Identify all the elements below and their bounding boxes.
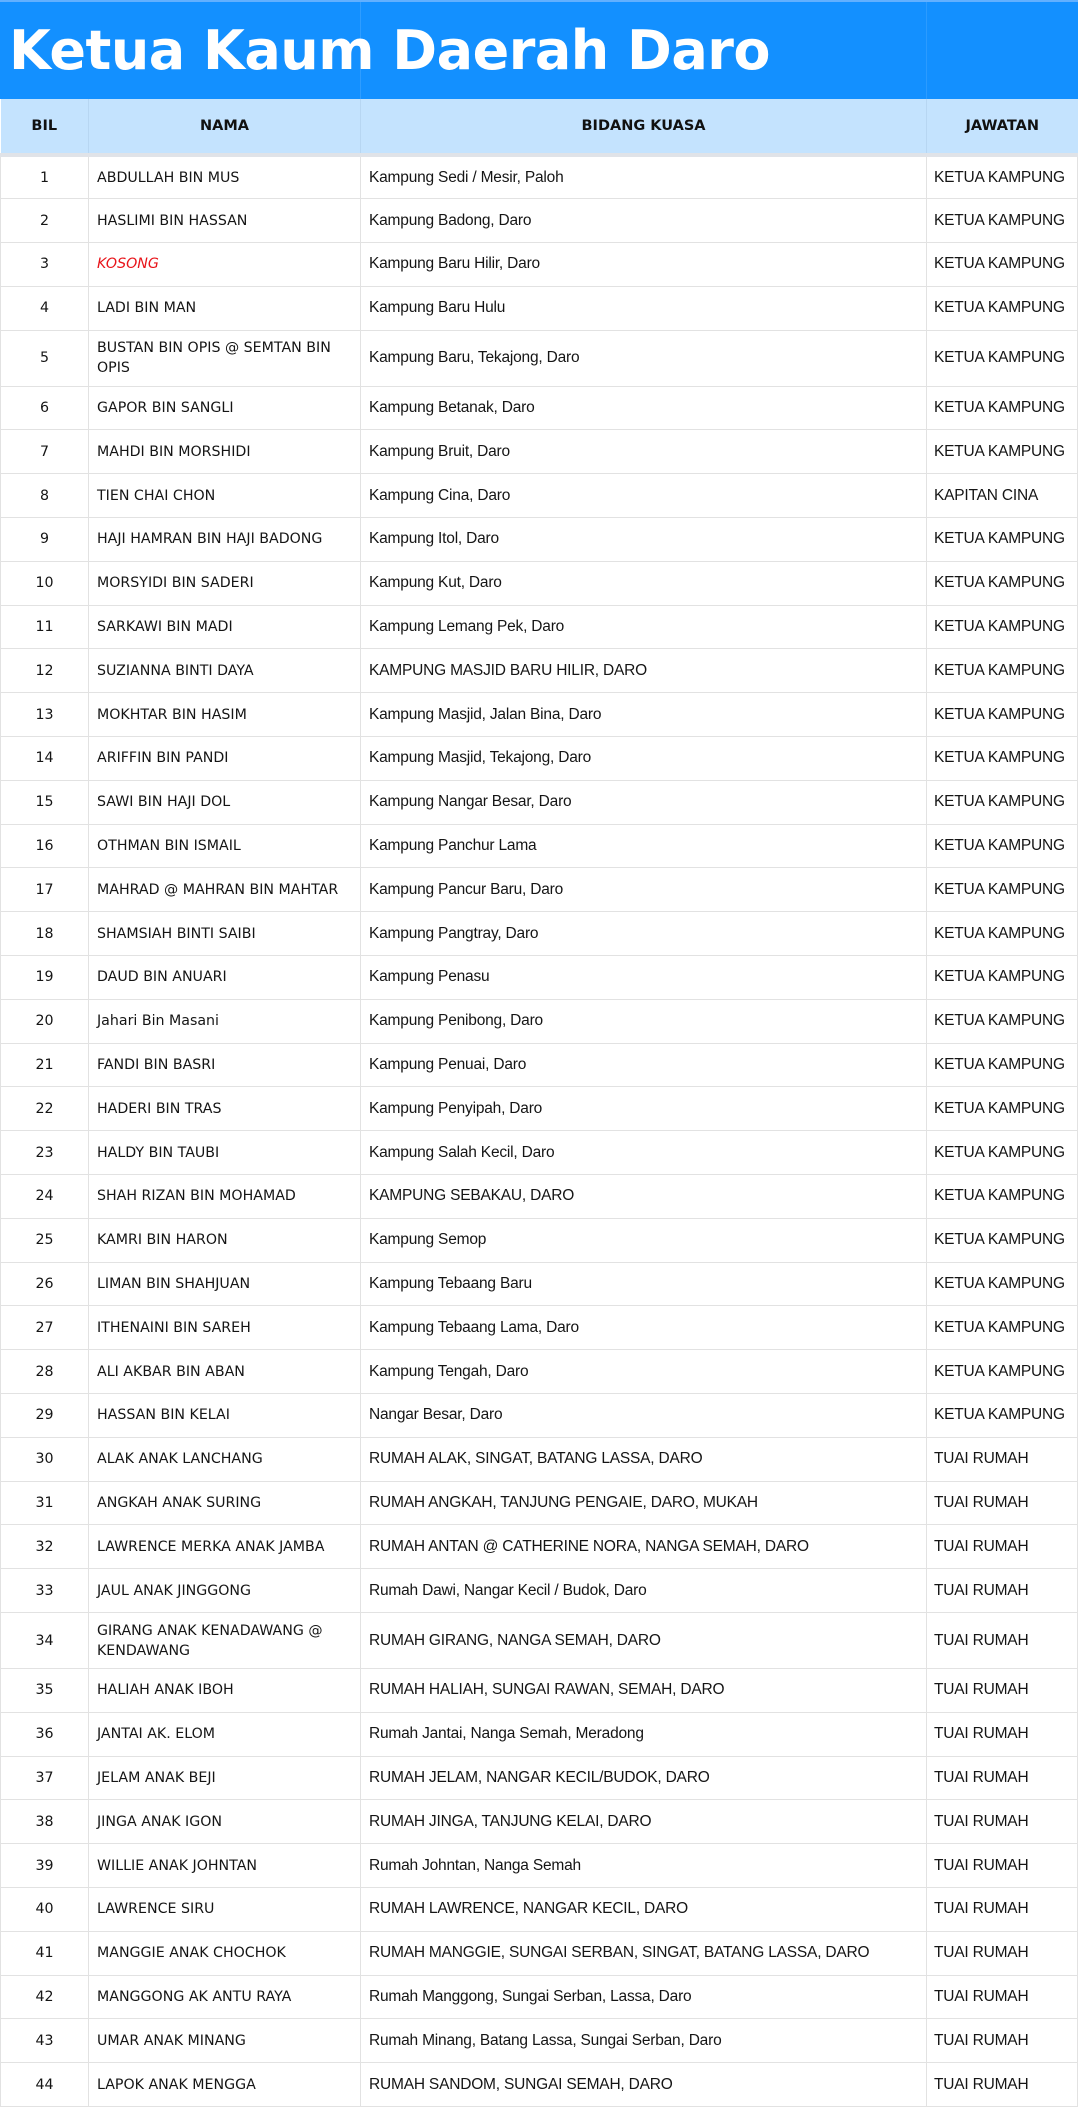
cell-bil: 36 <box>1 1712 89 1756</box>
cell-jawatan: TUAI RUMAH <box>927 1975 1078 2019</box>
cell-bil: 10 <box>1 561 89 605</box>
cell-bil: 28 <box>1 1350 89 1394</box>
table-row <box>1 1131 1078 1175</box>
table-row <box>1 1175 1078 1219</box>
cell-jawatan: TUAI RUMAH <box>927 1669 1078 1713</box>
table-row <box>1 243 1078 287</box>
cell-bil: 3 <box>1 243 89 287</box>
cell-bil: 1 <box>1 155 89 199</box>
cell-nama: SHAMSIAH BINTI SAIBI <box>89 912 361 956</box>
cell-jawatan: KETUA KAMPUNG <box>927 561 1078 605</box>
table-row <box>1 474 1078 518</box>
cell-jawatan: TUAI RUMAH <box>927 1437 1078 1481</box>
table-row <box>1 693 1078 737</box>
cell-bidang-kuasa: Kampung Baru Hilir, Daro <box>361 243 927 287</box>
cell-bidang-kuasa: Kampung Baru Hulu <box>361 286 927 330</box>
cell-jawatan: KETUA KAMPUNG <box>927 1175 1078 1219</box>
title-bar-divider <box>926 2 927 99</box>
cell-nama: ABDULLAH BIN MUS <box>89 155 361 199</box>
cell-nama: HASSAN BIN KELAI <box>89 1394 361 1438</box>
cell-bil: 11 <box>1 605 89 649</box>
cell-nama: LADI BIN MAN <box>89 286 361 330</box>
cell-bil: 16 <box>1 824 89 868</box>
cell-bidang-kuasa: Kampung Kut, Daro <box>361 561 927 605</box>
cell-nama: SHAH RIZAN BIN MOHAMAD <box>89 1175 361 1219</box>
cell-bidang-kuasa: Kampung Masjid, Jalan Bina, Daro <box>361 693 927 737</box>
cell-jawatan: TUAI RUMAH <box>927 1756 1078 1800</box>
cell-bidang-kuasa: Kampung Cina, Daro <box>361 474 927 518</box>
cell-nama: LAPOK ANAK MENGGA <box>89 2063 361 2107</box>
table-row <box>1 780 1078 824</box>
cell-nama: HAJI HAMRAN BIN HAJI BADONG <box>89 518 361 562</box>
cell-bil: 31 <box>1 1481 89 1525</box>
cell-nama: JAUL ANAK JINGGONG <box>89 1569 361 1613</box>
cell-bidang-kuasa: RUMAH HALIAH, SUNGAI RAWAN, SEMAH, DARO <box>361 1669 927 1713</box>
table-row <box>1 1569 1078 1613</box>
cell-bil: 18 <box>1 912 89 956</box>
cell-bil: 21 <box>1 1043 89 1087</box>
table-row <box>1 518 1078 562</box>
cell-jawatan: KETUA KAMPUNG <box>927 1131 1078 1175</box>
cell-bidang-kuasa: Rumah Jantai, Nanga Semah, Meradong <box>361 1712 927 1756</box>
cell-bidang-kuasa: RUMAH JINGA, TANJUNG KELAI, DARO <box>361 1800 927 1844</box>
cell-jawatan: KETUA KAMPUNG <box>927 518 1078 562</box>
table-row <box>1 912 1078 956</box>
cell-jawatan: TUAI RUMAH <box>927 1569 1078 1613</box>
cell-bil: 12 <box>1 649 89 693</box>
table-row <box>1 824 1078 868</box>
table-row <box>1 956 1078 1000</box>
cell-jawatan: KETUA KAMPUNG <box>927 1306 1078 1350</box>
cell-nama: MAHRAD @ MAHRAN BIN MAHTAR <box>89 868 361 912</box>
cell-nama: ITHENAINI BIN SAREH <box>89 1306 361 1350</box>
cell-jawatan: TUAI RUMAH <box>927 1525 1078 1569</box>
cell-bidang-kuasa: Kampung Tebaang Lama, Daro <box>361 1306 927 1350</box>
table-row <box>1 999 1078 1043</box>
cell-bil: 5 <box>1 330 89 386</box>
column-header-bidang-kuasa: BIDANG KUASA <box>361 99 927 155</box>
column-header-nama: NAMA <box>89 99 361 155</box>
cell-jawatan: KETUA KAMPUNG <box>927 1218 1078 1262</box>
table-row <box>1 2019 1078 2063</box>
vacant-label: KOSONG <box>97 256 159 273</box>
table-row <box>1 199 1078 243</box>
cell-jawatan: KETUA KAMPUNG <box>927 430 1078 474</box>
table-row <box>1 1481 1078 1525</box>
cell-bidang-kuasa: RUMAH ANTAN @ CATHERINE NORA, NANGA SEMAH, DARO <box>361 1525 927 1569</box>
cell-bil: 33 <box>1 1569 89 1613</box>
cell-bidang-kuasa: Kampung Pancur Baru, Daro <box>361 868 927 912</box>
cell-nama: HALDY BIN TAUBI <box>89 1131 361 1175</box>
cell-bil: 41 <box>1 1931 89 1975</box>
header-row <box>1 99 1078 155</box>
cell-nama: HADERI BIN TRAS <box>89 1087 361 1131</box>
cell-bil: 2 <box>1 199 89 243</box>
cell-bil: 9 <box>1 518 89 562</box>
table-row <box>1 1218 1078 1262</box>
table-row <box>1 1043 1078 1087</box>
page-title: Ketua Kaum Daerah Daro <box>9 19 771 82</box>
cell-nama: LAWRENCE MERKA ANAK JAMBA <box>89 1525 361 1569</box>
cell-jawatan: TUAI RUMAH <box>927 1800 1078 1844</box>
cell-bidang-kuasa: Rumah Minang, Batang Lassa, Sungai Serban, Daro <box>361 2019 927 2063</box>
table-row <box>1 1306 1078 1350</box>
cell-bidang-kuasa: Kampung Tengah, Daro <box>361 1350 927 1394</box>
table-row <box>1 1975 1078 2019</box>
column-header-jawatan: JAWATAN <box>927 99 1078 155</box>
cell-nama: LAWRENCE SIRU <box>89 1887 361 1931</box>
cell-bil: 25 <box>1 1218 89 1262</box>
cell-jawatan: TUAI RUMAH <box>927 2019 1078 2063</box>
table-row <box>1 1525 1078 1569</box>
cell-bil: 19 <box>1 956 89 1000</box>
cell-nama: GIRANG ANAK KENADAWANG @ KENDAWANG <box>89 1613 361 1669</box>
cell-nama: JANTAI AK. ELOM <box>89 1712 361 1756</box>
table-row <box>1 1844 1078 1888</box>
cell-bil: 34 <box>1 1613 89 1669</box>
table-row <box>1 1931 1078 1975</box>
table-row <box>1 1669 1078 1713</box>
table-row <box>1 155 1078 199</box>
cell-bidang-kuasa: RUMAH GIRANG, NANGA SEMAH, DARO <box>361 1613 927 1669</box>
cell-nama: Jahari Bin Masani <box>89 999 361 1043</box>
cell-bil: 8 <box>1 474 89 518</box>
cell-bidang-kuasa: Kampung Semop <box>361 1218 927 1262</box>
table-row <box>1 1087 1078 1131</box>
cell-jawatan: KETUA KAMPUNG <box>927 1043 1078 1087</box>
cell-nama: HASLIMI BIN HASSAN <box>89 199 361 243</box>
table-row <box>1 330 1078 386</box>
cell-nama: HALIAH ANAK IBOH <box>89 1669 361 1713</box>
table-row <box>1 1712 1078 1756</box>
table-row <box>1 1887 1078 1931</box>
cell-nama: LIMAN BIN SHAHJUAN <box>89 1262 361 1306</box>
cell-bidang-kuasa: RUMAH MANGGIE, SUNGAI SERBAN, SINGAT, BATANG LASSA, DARO <box>361 1931 927 1975</box>
leaders-table <box>0 99 1078 2107</box>
table-row <box>1 2063 1078 2107</box>
table-row <box>1 868 1078 912</box>
cell-jawatan: KAPITAN CINA <box>927 474 1078 518</box>
cell-bidang-kuasa: RUMAH LAWRENCE, NANGAR KECIL, DARO <box>361 1887 927 1931</box>
cell-nama: DAUD BIN ANUARI <box>89 956 361 1000</box>
cell-nama: KAMRI BIN HARON <box>89 1218 361 1262</box>
table-row <box>1 430 1078 474</box>
cell-bil: 22 <box>1 1087 89 1131</box>
cell-jawatan: KETUA KAMPUNG <box>927 999 1078 1043</box>
table-row <box>1 649 1078 693</box>
table-row <box>1 605 1078 649</box>
table-row <box>1 1800 1078 1844</box>
cell-jawatan: TUAI RUMAH <box>927 1613 1078 1669</box>
cell-nama: ALI AKBAR BIN ABAN <box>89 1350 361 1394</box>
cell-bidang-kuasa: RUMAH ALAK, SINGAT, BATANG LASSA, DARO <box>361 1437 927 1481</box>
cell-jawatan: KETUA KAMPUNG <box>927 737 1078 781</box>
cell-nama: ANGKAH ANAK SURING <box>89 1481 361 1525</box>
cell-nama: SUZIANNA BINTI DAYA <box>89 649 361 693</box>
cell-nama: GAPOR BIN SANGLI <box>89 386 361 430</box>
cell-bil: 7 <box>1 430 89 474</box>
cell-jawatan: TUAI RUMAH <box>927 1481 1078 1525</box>
cell-jawatan: TUAI RUMAH <box>927 2063 1078 2107</box>
cell-jawatan: KETUA KAMPUNG <box>927 199 1078 243</box>
cell-jawatan: KETUA KAMPUNG <box>927 868 1078 912</box>
cell-bidang-kuasa: RUMAH JELAM, NANGAR KECIL/BUDOK, DARO <box>361 1756 927 1800</box>
cell-nama: OTHMAN BIN ISMAIL <box>89 824 361 868</box>
cell-bidang-kuasa: Kampung Sedi / Mesir, Paloh <box>361 155 927 199</box>
cell-nama: ARIFFIN BIN PANDI <box>89 737 361 781</box>
cell-jawatan: KETUA KAMPUNG <box>927 1262 1078 1306</box>
cell-bil: 37 <box>1 1756 89 1800</box>
cell-bidang-kuasa: Nangar Besar, Daro <box>361 1394 927 1438</box>
cell-nama: BUSTAN BIN OPIS @ SEMTAN BIN OPIS <box>89 330 361 386</box>
cell-bil: 32 <box>1 1525 89 1569</box>
cell-jawatan: KETUA KAMPUNG <box>927 1350 1078 1394</box>
cell-jawatan: KETUA KAMPUNG <box>927 693 1078 737</box>
cell-bidang-kuasa: RUMAH ANGKAH, TANJUNG PENGAIE, DARO, MUKAH <box>361 1481 927 1525</box>
table-row <box>1 561 1078 605</box>
cell-jawatan: TUAI RUMAH <box>927 1712 1078 1756</box>
cell-bidang-kuasa: Kampung Penuai, Daro <box>361 1043 927 1087</box>
cell-bidang-kuasa: Kampung Tebaang Baru <box>361 1262 927 1306</box>
cell-jawatan: TUAI RUMAH <box>927 1844 1078 1888</box>
cell-nama: MORSYIDI BIN SADERI <box>89 561 361 605</box>
cell-bil: 4 <box>1 286 89 330</box>
cell-jawatan: KETUA KAMPUNG <box>927 649 1078 693</box>
table-row <box>1 1262 1078 1306</box>
table-row <box>1 1394 1078 1438</box>
cell-bidang-kuasa: Kampung Pangtray, Daro <box>361 912 927 956</box>
cell-nama: ALAK ANAK LANCHANG <box>89 1437 361 1481</box>
cell-bil: 38 <box>1 1800 89 1844</box>
cell-nama: MOKHTAR BIN HASIM <box>89 693 361 737</box>
cell-bil: 44 <box>1 2063 89 2107</box>
cell-nama: JINGA ANAK IGON <box>89 1800 361 1844</box>
table-body <box>1 155 1078 2106</box>
cell-jawatan: TUAI RUMAH <box>927 1931 1078 1975</box>
column-header-bil: BIL <box>1 99 89 155</box>
cell-nama: WILLIE ANAK JOHNTAN <box>89 1844 361 1888</box>
cell-bidang-kuasa: Kampung Panchur Lama <box>361 824 927 868</box>
cell-bil: 26 <box>1 1262 89 1306</box>
cell-bidang-kuasa: Kampung Baru, Tekajong, Daro <box>361 330 927 386</box>
cell-bidang-kuasa: Kampung Nangar Besar, Daro <box>361 780 927 824</box>
cell-nama: MANGGONG AK ANTU RAYA <box>89 1975 361 2019</box>
cell-bidang-kuasa: Kampung Itol, Daro <box>361 518 927 562</box>
cell-bil: 23 <box>1 1131 89 1175</box>
cell-jawatan: KETUA KAMPUNG <box>927 780 1078 824</box>
cell-bidang-kuasa: Kampung Bruit, Daro <box>361 430 927 474</box>
cell-bil: 27 <box>1 1306 89 1350</box>
cell-bidang-kuasa: Kampung Lemang Pek, Daro <box>361 605 927 649</box>
cell-jawatan: KETUA KAMPUNG <box>927 243 1078 287</box>
cell-bil: 6 <box>1 386 89 430</box>
cell-bidang-kuasa: Kampung Penibong, Daro <box>361 999 927 1043</box>
cell-jawatan: KETUA KAMPUNG <box>927 386 1078 430</box>
cell-bidang-kuasa: Kampung Betanak, Daro <box>361 386 927 430</box>
cell-bidang-kuasa: Kampung Penyipah, Daro <box>361 1087 927 1131</box>
cell-bidang-kuasa: RUMAH SANDOM, SUNGAI SEMAH, DARO <box>361 2063 927 2107</box>
cell-nama: SARKAWI BIN MADI <box>89 605 361 649</box>
cell-bidang-kuasa: Kampung Penasu <box>361 956 927 1000</box>
cell-jawatan: KETUA KAMPUNG <box>927 330 1078 386</box>
cell-jawatan: KETUA KAMPUNG <box>927 605 1078 649</box>
cell-jawatan: KETUA KAMPUNG <box>927 286 1078 330</box>
cell-bil: 24 <box>1 1175 89 1219</box>
cell-bidang-kuasa: Rumah Johntan, Nanga Semah <box>361 1844 927 1888</box>
table-row <box>1 1756 1078 1800</box>
cell-jawatan: KETUA KAMPUNG <box>927 155 1078 199</box>
cell-jawatan: KETUA KAMPUNG <box>927 1394 1078 1438</box>
cell-jawatan: KETUA KAMPUNG <box>927 912 1078 956</box>
cell-nama: MANGGIE ANAK CHOCHOK <box>89 1931 361 1975</box>
cell-nama <box>89 243 361 287</box>
table-row <box>1 1437 1078 1481</box>
cell-nama: FANDI BIN BASRI <box>89 1043 361 1087</box>
table-row <box>1 1350 1078 1394</box>
cell-nama: MAHDI BIN MORSHIDI <box>89 430 361 474</box>
cell-jawatan: TUAI RUMAH <box>927 1887 1078 1931</box>
table-row <box>1 1613 1078 1669</box>
cell-bil: 35 <box>1 1669 89 1713</box>
cell-bil: 29 <box>1 1394 89 1438</box>
cell-nama: SAWI BIN HAJI DOL <box>89 780 361 824</box>
cell-bidang-kuasa: Rumah Manggong, Sungai Serban, Lassa, Daro <box>361 1975 927 2019</box>
cell-jawatan: KETUA KAMPUNG <box>927 1087 1078 1131</box>
cell-jawatan: KETUA KAMPUNG <box>927 956 1078 1000</box>
cell-bil: 42 <box>1 1975 89 2019</box>
cell-bil: 20 <box>1 999 89 1043</box>
table-row <box>1 737 1078 781</box>
cell-bil: 13 <box>1 693 89 737</box>
cell-bidang-kuasa: Kampung Masjid, Tekajong, Daro <box>361 737 927 781</box>
cell-nama: TIEN CHAI CHON <box>89 474 361 518</box>
title-bar <box>0 0 1078 99</box>
table-header <box>1 99 1078 155</box>
cell-bil: 14 <box>1 737 89 781</box>
cell-bil: 17 <box>1 868 89 912</box>
cell-bidang-kuasa: Kampung Salah Kecil, Daro <box>361 1131 927 1175</box>
cell-jawatan: KETUA KAMPUNG <box>927 824 1078 868</box>
cell-bil: 15 <box>1 780 89 824</box>
cell-bidang-kuasa: Rumah Dawi, Nangar Kecil / Budok, Daro <box>361 1569 927 1613</box>
cell-bil: 30 <box>1 1437 89 1481</box>
cell-bidang-kuasa: KAMPUNG SEBAKAU, DARO <box>361 1175 927 1219</box>
cell-bil: 39 <box>1 1844 89 1888</box>
cell-bidang-kuasa: KAMPUNG MASJID BARU HILIR, DARO <box>361 649 927 693</box>
cell-nama: UMAR ANAK MINANG <box>89 2019 361 2063</box>
cell-bidang-kuasa: Kampung Badong, Daro <box>361 199 927 243</box>
table-row <box>1 386 1078 430</box>
cell-bil: 43 <box>1 2019 89 2063</box>
cell-bil: 40 <box>1 1887 89 1931</box>
table-row <box>1 286 1078 330</box>
cell-nama: JELAM ANAK BEJI <box>89 1756 361 1800</box>
